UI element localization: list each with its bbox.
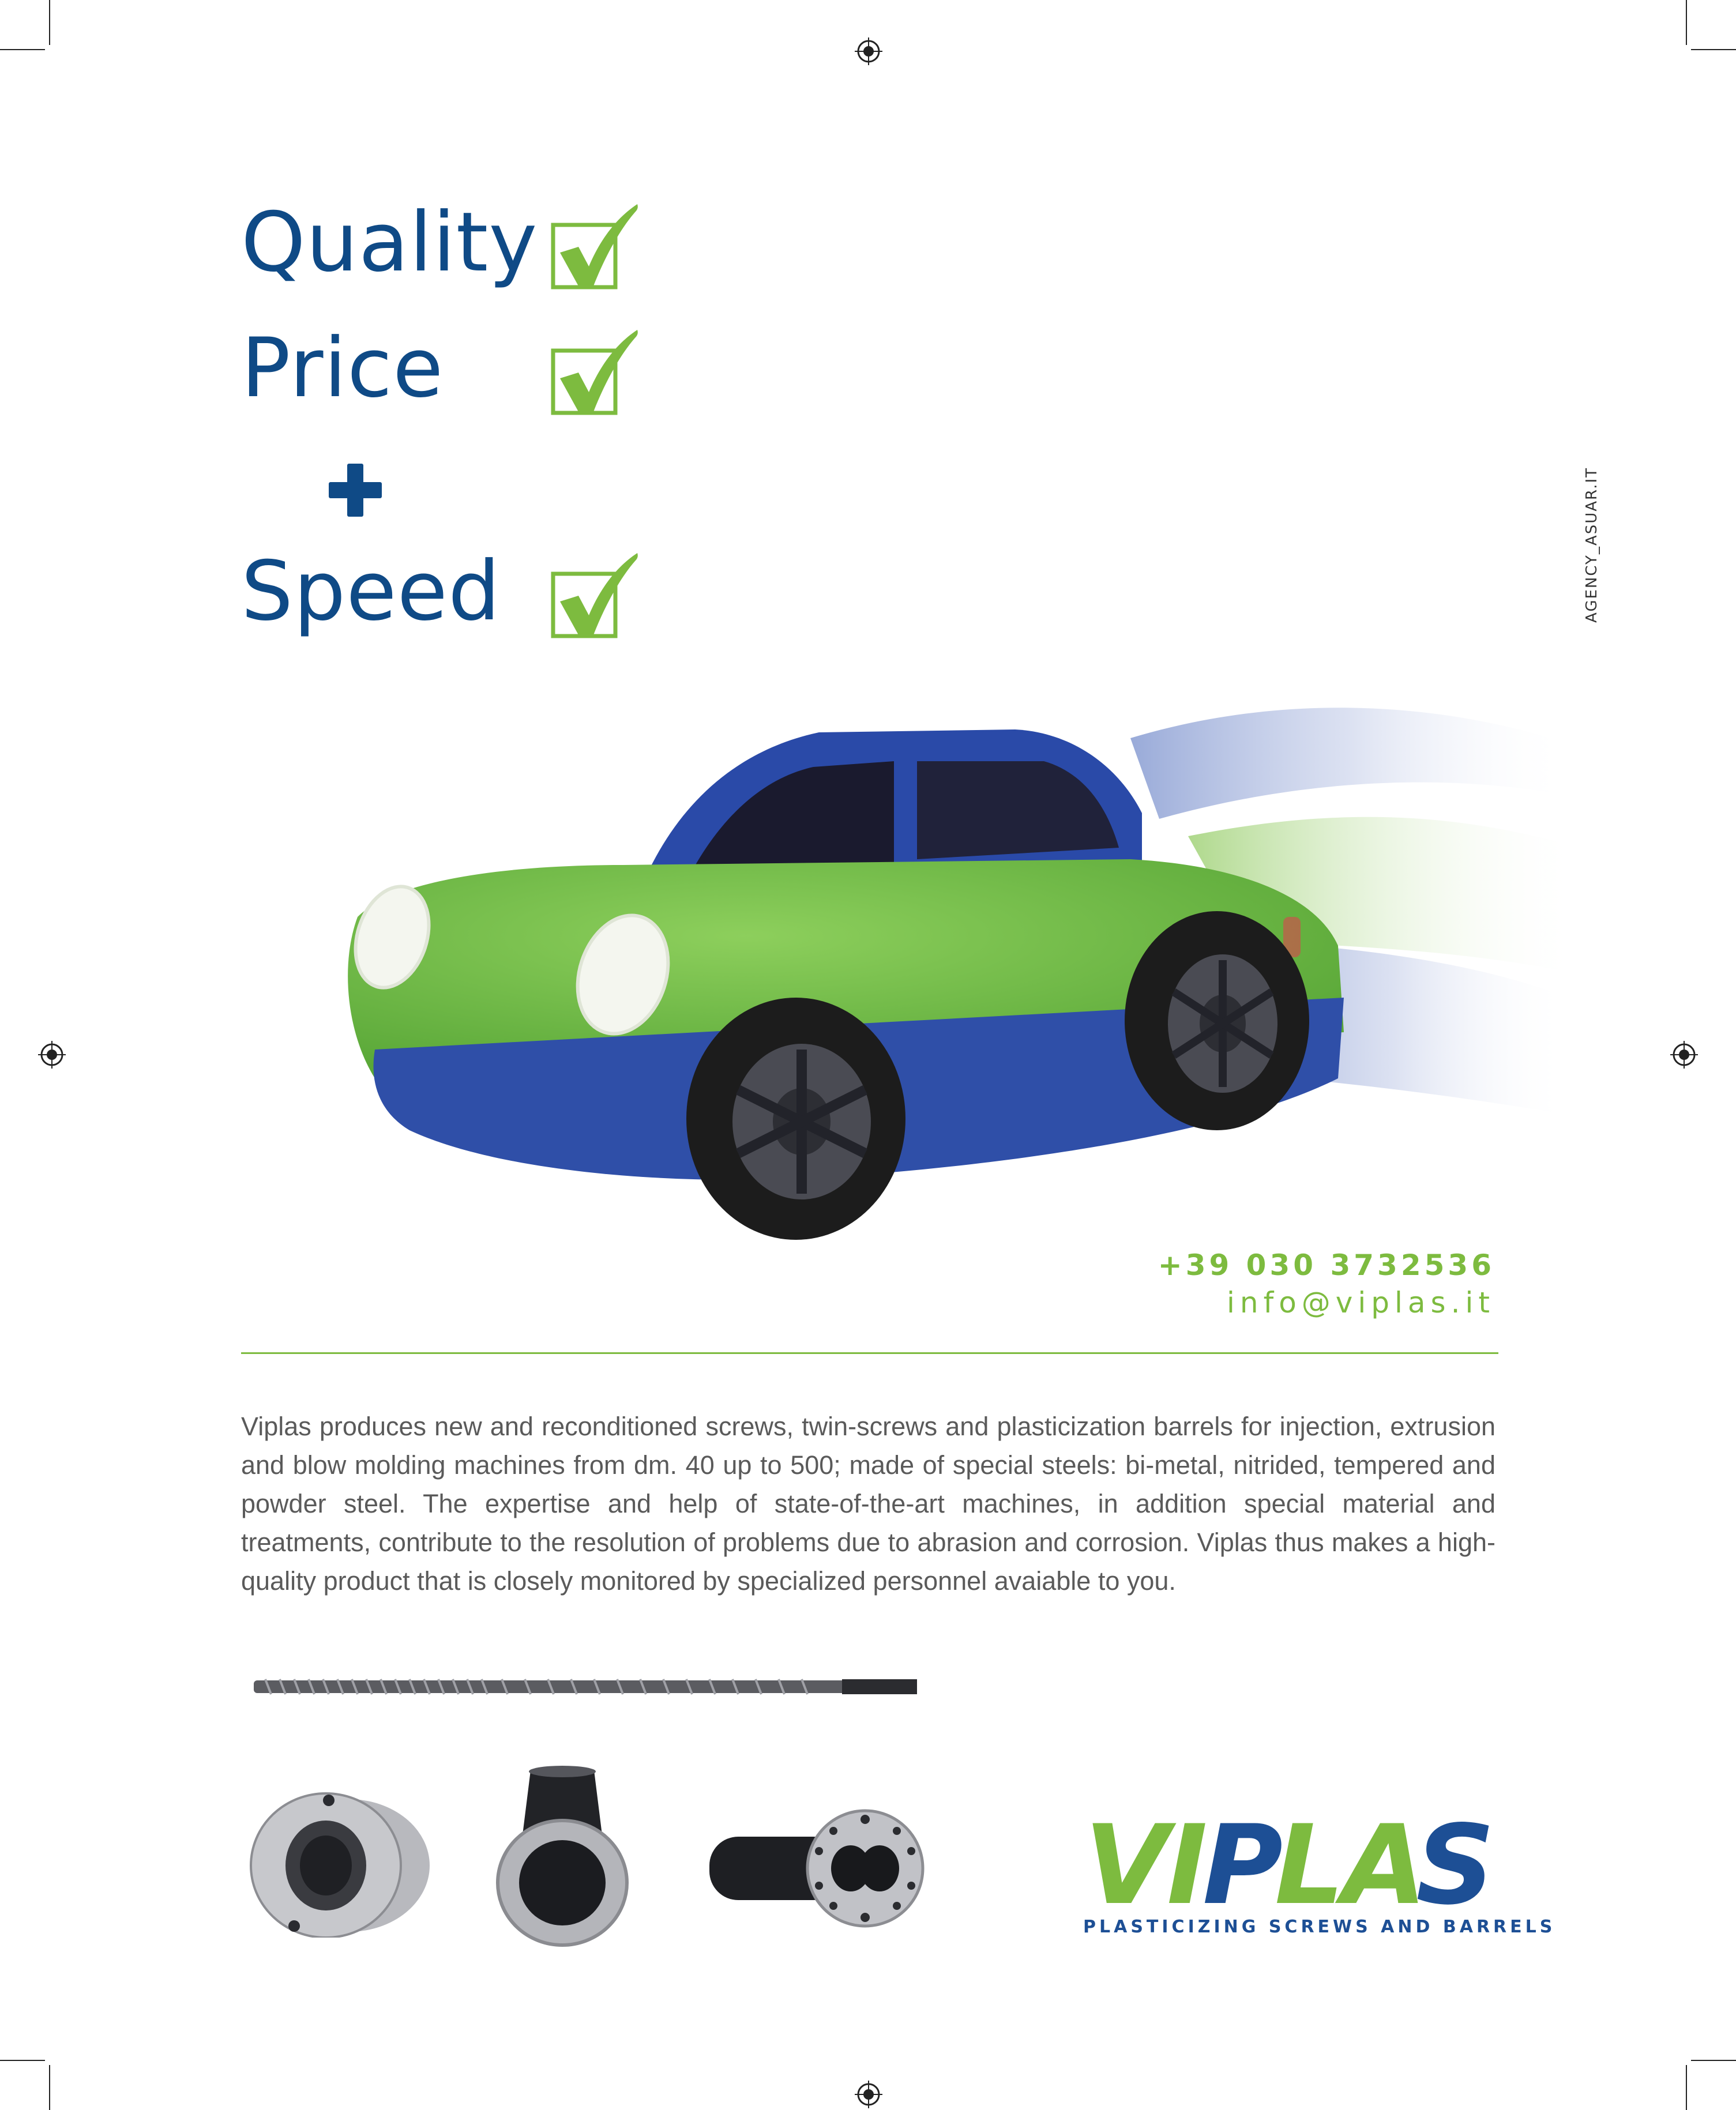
svg-text:S: S bbox=[1416, 1816, 1493, 1915]
crop-mark bbox=[0, 2060, 45, 2061]
registration-mark-icon bbox=[855, 2081, 882, 2108]
barrel-end-image bbox=[245, 1788, 435, 1938]
barrel-cylinder-image bbox=[490, 1765, 634, 1949]
crop-mark bbox=[1691, 2060, 1736, 2061]
registration-mark-icon bbox=[38, 1041, 66, 1069]
twin-barrel-image bbox=[709, 1805, 929, 1932]
checkbox-checked-icon bbox=[551, 551, 643, 643]
divider bbox=[241, 1352, 1498, 1354]
car-illustration bbox=[323, 675, 1580, 1263]
plus-icon bbox=[326, 461, 384, 519]
registration-mark-icon bbox=[1670, 1041, 1698, 1069]
logo-tagline: PLASTICIZING SCREWS AND BARRELS bbox=[1083, 1917, 1556, 1937]
crop-mark bbox=[49, 2065, 50, 2110]
crop-mark bbox=[1691, 49, 1736, 50]
email-link[interactable]: info@viplas.it bbox=[1227, 1286, 1495, 1319]
svg-text:P: P bbox=[1203, 1816, 1281, 1915]
viplas-logo bbox=[1084, 1816, 1494, 1915]
screw-image bbox=[254, 1672, 917, 1701]
checkbox-checked-icon bbox=[551, 202, 643, 294]
crop-mark bbox=[1686, 2065, 1687, 2110]
company-description: Viplas produces new and reconditioned screws, twin-screws and plasticization barrels for injection, extrusion and blow molding machines from dm. 40 up to 500; made of special steels: bi-metal, nitrided, tempered and powder steel. The expertise and help of state-of-the-art machines, in addition special material and treatments, contribute to the resolution of problems due to abrasion and corrosion. Viplas thus makes a high-quality product that is closely monitored by specialized personnel avaiable to you. bbox=[241, 1412, 1495, 1596]
headline-price: Price bbox=[241, 321, 444, 416]
svg-text:LA: LA bbox=[1275, 1816, 1425, 1915]
headline-quality: Quality bbox=[241, 195, 538, 290]
svg-text:VI: VI bbox=[1084, 1816, 1205, 1915]
crop-mark bbox=[0, 49, 45, 50]
phone-number[interactable]: +39 030 3732536 bbox=[1158, 1248, 1495, 1282]
headline-speed: Speed bbox=[241, 544, 501, 639]
crop-mark bbox=[1686, 0, 1687, 45]
crop-mark bbox=[49, 0, 50, 45]
registration-mark-icon bbox=[855, 37, 882, 65]
checkbox-checked-icon bbox=[551, 328, 643, 420]
agency-credit: AGENCY_ASUAR.IT bbox=[1583, 467, 1600, 623]
